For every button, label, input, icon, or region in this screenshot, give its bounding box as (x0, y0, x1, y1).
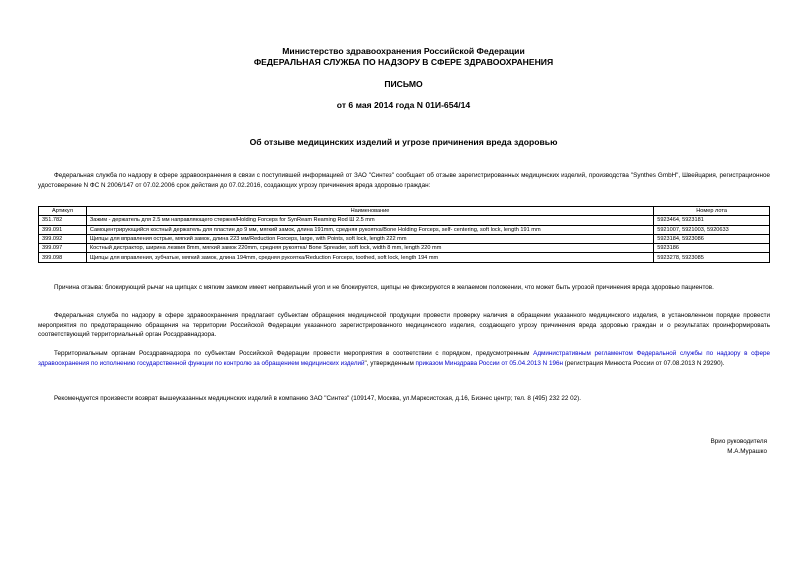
table-row (39, 216, 770, 225)
regions-text-part2: ", утвержденным (364, 359, 416, 367)
cell-lot: 5923184, 5923086 (654, 234, 770, 243)
ministry-order-link[interactable]: приказом Минздрава России от 05.04.2013 N 196н (415, 359, 563, 367)
measures-paragraph: Федеральная служба по надзору в сфере здравоохранения предлагает субъектам обращения медицинской продукции провести проверку наличия в обращении указанного медицинского изделия, в установленном порядке провести мероприятия по предотвращению обращения на территории Российской Федерации указанного зарегистрированного медицинского изделия, создающего угрозу причинения вреда здоровью граждан и о результатах проинформировать соответствующий территориальный орган Росздравнадзора. (38, 312, 770, 339)
cell-lot: 5923464, 5923181 (654, 216, 770, 225)
document-date-number: от 6 мая 2014 года N 01И-654/14 (336, 100, 471, 110)
cell-lot: 5923186 (654, 244, 770, 253)
regional-bodies-paragraph (38, 349, 770, 368)
cell-name: Щипцы для вправления, зубчатые, мягкий замок, длина 194mm, средняя рукоятка/Reduction Forceps, toothed, soft lock, length 194 mm (86, 253, 653, 262)
table-row (39, 244, 770, 253)
table-header-row (39, 207, 770, 216)
cell-article: 399.097 (39, 244, 87, 253)
cell-name: Зажим - держатель для 2.5 мм направляющего стержня/Holding Forceps for SynReam Reaming Rod Ш 2.5 mm (86, 216, 653, 225)
cell-article: 399.091 (39, 225, 87, 234)
table-row (39, 234, 770, 243)
recall-reason-paragraph: Причина отзыва: блокирующий рычаг на щипцах с мягким замком имеет неправильный угол и не блокируется, щипцы не фиксируются в желаемом положении, что может быть угрозой причинения вреда здоровью пациентов. (54, 284, 714, 291)
table-row (39, 253, 770, 262)
cell-article: 399.092 (39, 234, 87, 243)
column-header-name: Наименование (86, 207, 653, 216)
column-header-article: Артикул (39, 207, 87, 216)
regions-text-part3: (регистрация Минюста России от 07.08.2013 N 29290). (562, 359, 725, 367)
intro-paragraph: Федеральная служба по надзору в сфере здравоохранения в связи с поступившей информацией от ЗАО "Синтез" сообщает об отзыве зарегистрированных медицинских изделий, производства "Synthes GmbH", Швейцария, регистрационное удостоверение N ФС N 2006/147 от 07.02.2006 срок действия до 07.02.2016, создающих угрозу причинения вреда здоровью граждан: (38, 172, 770, 189)
document-type: ПИСЬМО (384, 79, 423, 89)
ministry-name: Министерство здравоохранения Российской Федерации (282, 46, 525, 56)
table-row (39, 225, 770, 234)
administrative-regulation-link[interactable]: Административным регламентом Федеральной службы по надзору в сфере здравоохранения по исполнению государственной функции по контролю за обращением медицинских изделий (38, 350, 770, 367)
cell-article: 399.098 (39, 253, 87, 262)
signatory-position: Врио руководителя (710, 438, 767, 445)
cell-lot: 5921007, 5921003, 5920633 (654, 225, 770, 234)
column-header-lot: Номер лота (654, 207, 770, 216)
cell-lot: 5923278, 5923085 (654, 253, 770, 262)
recall-table (38, 206, 770, 263)
recommendation-paragraph: Рекомендуется произвести возврат вышеуказанных медицинских изделий в компанию ЗАО "Синтез" (109147, Москва, ул.Марксистская, д.16, Бизнес центр; тел. 8 (495) 232 22 02). (54, 395, 581, 402)
signatory-name: М.А.Мурашко (727, 448, 767, 455)
service-name: ФЕДЕРАЛЬНАЯ СЛУЖБА ПО НАДЗОРУ В СФЕРЕ ЗДРАВООХРАНЕНИЯ (253, 57, 554, 67)
cell-name: Самоцентрирующийся костный держатель для пластин до 9 мм, мягкий замок, длина 191mm, средняя рукоятка/Bone Holding Forceps, self- centering, soft lock, length 191 mm (86, 225, 653, 234)
cell-name: Щипцы для вправления острые, мягкий замок, длина 223 мм/Reduction Forceps, large, with Points, soft lock, length 222 mm (86, 234, 653, 243)
document-title: Об отзыве медицинских изделий и угрозе причинения вреда здоровью (249, 137, 558, 147)
cell-article: 351.782 (39, 216, 87, 225)
cell-name: Костный дистрактор, ширина лезвия 8mm, мягкий замок 220mm, средняя рукоятка/ Bone Spreader, soft lock, width 8 mm, length 220 mm (86, 244, 653, 253)
regions-text-part1: Территориальным органам Росздравнадзора по субъектам Российской Федерации провести мероприятия в соответствии с порядком, предусмотренным (54, 350, 534, 357)
